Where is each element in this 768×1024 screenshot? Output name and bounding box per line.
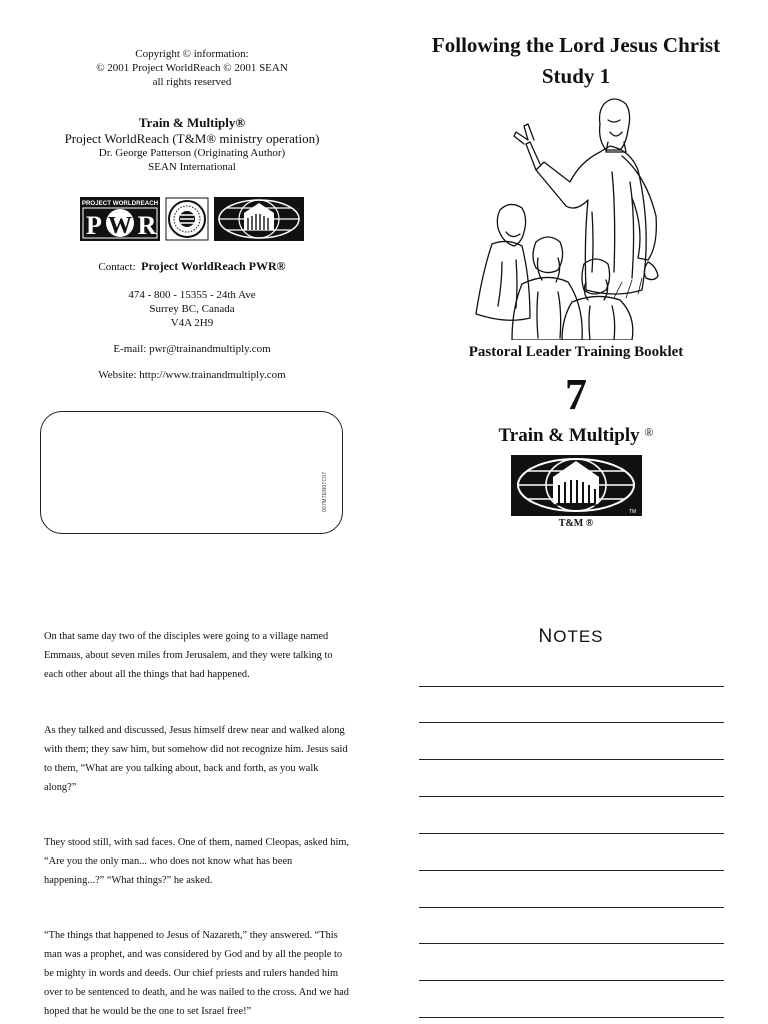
story-text: “The things that happened to Jesus of Nazareth,” they answered. “This man was a prophet, and was considered by God and by all the people to be mighty in words and deeds. Our chief priests and rulers handed him over to be sentenced to death, and he was nailed to the cross. And we had hoped that he would be the one to set Israel free!”	[44, 930, 349, 1017]
pwr-letter-r: R	[137, 211, 157, 240]
notes-heading	[420, 626, 722, 648]
contact-label: Contact:	[98, 261, 136, 273]
mailing-label-box	[40, 411, 343, 534]
logo-strip	[80, 197, 304, 241]
pwr-banner-text: PROJECT WORLDREACH	[81, 200, 159, 207]
notes-writing-line[interactable]	[419, 907, 724, 908]
seal-logo	[166, 198, 208, 240]
publisher-operation: Project WorldReach (T&M® ministry operation)	[64, 131, 320, 146]
story-text: As they talked and discussed, Jesus himself drew near and walked along with them; they saw him, but somehow did not recognize him. Jesus said to them, “What are you talking about, back and forth, as you walk along?”	[44, 725, 348, 793]
pwr-letter-w: W	[108, 213, 132, 239]
pwr-letter-p: P	[86, 211, 102, 240]
story-text: On that same day two of the disciples were going to a village named Emmaus, about seven miles from Jerusalem, and they were talking to each other about all the things that had happened.	[44, 631, 333, 680]
notes-writing-line[interactable]	[419, 943, 724, 944]
email-address[interactable]: E-mail: pwr@trainandmultiply.com	[113, 343, 271, 355]
globe-church-logo	[214, 197, 304, 241]
notes-heading-cap: N	[538, 626, 554, 647]
notes-writing-line[interactable]	[419, 980, 724, 981]
booklet-number: 7	[565, 370, 587, 419]
notes-writing-line[interactable]	[419, 870, 724, 871]
notes-heading-rest: OTES	[553, 627, 604, 646]
story-paragraph	[44, 627, 350, 684]
postal-address	[60, 288, 324, 330]
cover-study-label: Study 1	[541, 64, 611, 88]
address-postcode: V4A 2H9	[170, 317, 214, 329]
brand-registered-mark: ®	[644, 425, 654, 439]
copyright-line: © 2001 Project WorldReach © 2001 SEAN	[96, 62, 288, 74]
copyright-heading: Copyright © information:	[135, 48, 249, 60]
publisher-block	[50, 115, 334, 174]
story-paragraph	[44, 926, 350, 1024]
brand-title	[400, 425, 752, 447]
pwr-logo	[80, 197, 160, 241]
story-paragraph	[44, 833, 350, 890]
globe-church-logo-large	[511, 455, 642, 516]
notes-writing-line[interactable]	[419, 722, 724, 723]
notes-writing-line[interactable]	[419, 686, 724, 687]
notes-writing-line[interactable]	[419, 759, 724, 760]
cover-title-main: Following the Lord Jesus Christ	[431, 33, 721, 57]
copyright-rights: all rights reserved	[152, 76, 232, 88]
logo-tm-mark: TM	[629, 509, 637, 515]
website-link[interactable]: Website: http://www.trainandmultiply.com	[98, 369, 286, 381]
cover-title	[400, 30, 752, 92]
brand-name: Train & Multiply	[498, 425, 640, 446]
address-street: 474 - 800 - 15355 - 24th Ave	[128, 289, 256, 301]
notes-writing-line[interactable]	[419, 1017, 724, 1018]
copyright-block	[60, 47, 324, 89]
address-city: Surrey BC, Canada	[149, 303, 235, 315]
notes-writing-line[interactable]	[419, 796, 724, 797]
product-code: 007M7EN07C07	[322, 471, 328, 512]
notes-writing-line[interactable]	[419, 833, 724, 834]
publisher-title: Train & Multiply®	[138, 115, 246, 130]
publisher-org: SEAN International	[148, 161, 236, 173]
publisher-author: Dr. George Patterson (Originating Author)	[98, 147, 286, 159]
tm-short-mark: T&M ®	[558, 518, 594, 529]
story-text: They stood still, with sad faces. One of them, named Cleopas, asked him, “Are you the only man... who does not know what has been happening...?” “What things?” he asked.	[44, 837, 350, 886]
contact-name: Project WorldReach PWR®	[141, 259, 286, 273]
contact-line	[40, 259, 344, 274]
jesus-with-disciples-illustration	[472, 92, 682, 340]
booklet-label: Pastoral Leader Training Booklet	[468, 344, 684, 360]
story-paragraph	[44, 721, 350, 797]
